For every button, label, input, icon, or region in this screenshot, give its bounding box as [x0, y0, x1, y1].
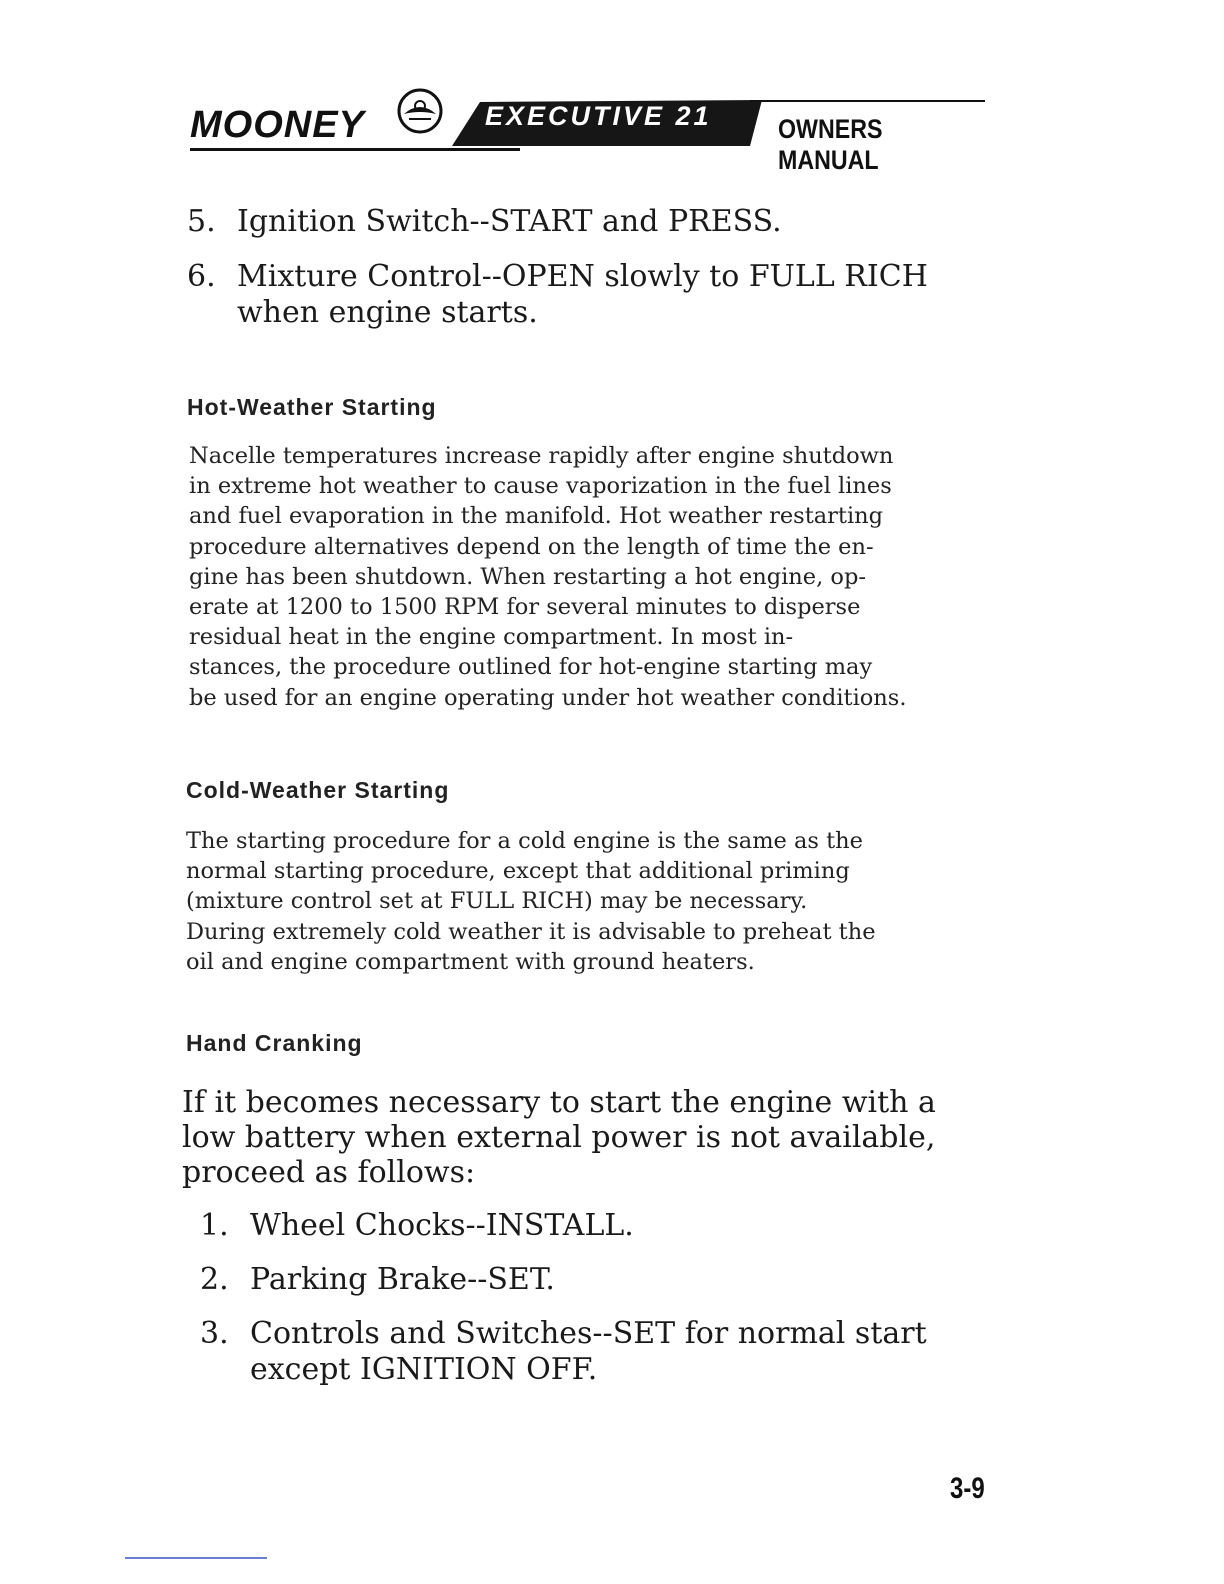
hot-weather-paragraph [189, 441, 907, 713]
hand-cranking-intro [182, 1085, 936, 1190]
intro-line: low battery when external power is not available, [182, 1120, 936, 1155]
banner-label: EXECUTIVE 21 [485, 101, 712, 131]
paragraph-line: oil and engine compartment with ground heaters. [186, 948, 755, 975]
paragraph-line: residual heat in the engine compartment. In most in- [189, 624, 794, 651]
paragraph-line: Nacelle temperatures increase rapidly after engine shutdown [189, 443, 894, 469]
step-number: 1. [200, 1208, 229, 1243]
paragraph-line: erate at 1200 to 1500 RPM for several minutes to disperse [189, 593, 861, 620]
step-number: 5. [187, 204, 216, 239]
paragraph-line: During extremely cold weather it is advisable to preheat the [186, 918, 876, 945]
step-number: 3. [200, 1316, 229, 1351]
step-text: Wheel Chocks--INSTALL. [250, 1208, 634, 1243]
section-heading-hand-cranking: Hand Cranking [186, 1030, 363, 1056]
paragraph-line: normal starting procedure, except that additional priming [186, 858, 850, 885]
paragraph-line: in extreme hot weather to cause vaporization in the fuel lines [189, 473, 892, 500]
step-text: Mixture Control--OPEN slowly to FULL RICH [237, 259, 928, 294]
step-text-continued: except IGNITION OFF. [250, 1352, 598, 1387]
step-text: Ignition Switch--START and PRESS. [237, 204, 782, 239]
paragraph-line: be used for an engine operating under hot weather conditions. [189, 684, 907, 711]
header-rule-top [750, 100, 985, 102]
step-number: 2. [200, 1262, 229, 1297]
paragraph-line: (mixture control set at FULL RICH) may be necessary. [186, 888, 808, 915]
paragraph-line: The starting procedure for a cold engine is the same as the [186, 828, 863, 854]
section-heading-hot-weather: Hot-Weather Starting [187, 394, 437, 420]
paragraph-line: gine has been shutdown. When restarting a hot engine, op- [189, 563, 866, 590]
manual-title: OWNERS MANUAL [778, 114, 883, 175]
intro-line: If it becomes necessary to start the engine with a [182, 1085, 936, 1120]
footer-rule [125, 1557, 267, 1559]
page-number: 3-9 [950, 1472, 985, 1505]
page-header [190, 86, 985, 175]
paragraph-line: and fuel evaporation in the manifold. Hot weather restarting [189, 503, 884, 530]
cold-weather-paragraph [186, 826, 876, 977]
intro-line: proceed as follows: [182, 1155, 476, 1190]
brand-name: MOONEY [190, 104, 365, 146]
paragraph-line: procedure alternatives depend on the length of time the en- [189, 533, 874, 560]
step-number: 6. [187, 259, 216, 294]
section-heading-cold-weather: Cold-Weather Starting [186, 777, 450, 803]
step-text: Parking Brake--SET. [250, 1262, 555, 1297]
header-rule-bottom [190, 148, 520, 151]
step-text: Controls and Switches--SET for normal start [250, 1316, 927, 1351]
step-text-continued: when engine starts. [237, 295, 538, 330]
paragraph-line: stances, the procedure outlined for hot-engine starting may [189, 654, 873, 681]
mooney-emblem-icon [395, 86, 445, 136]
